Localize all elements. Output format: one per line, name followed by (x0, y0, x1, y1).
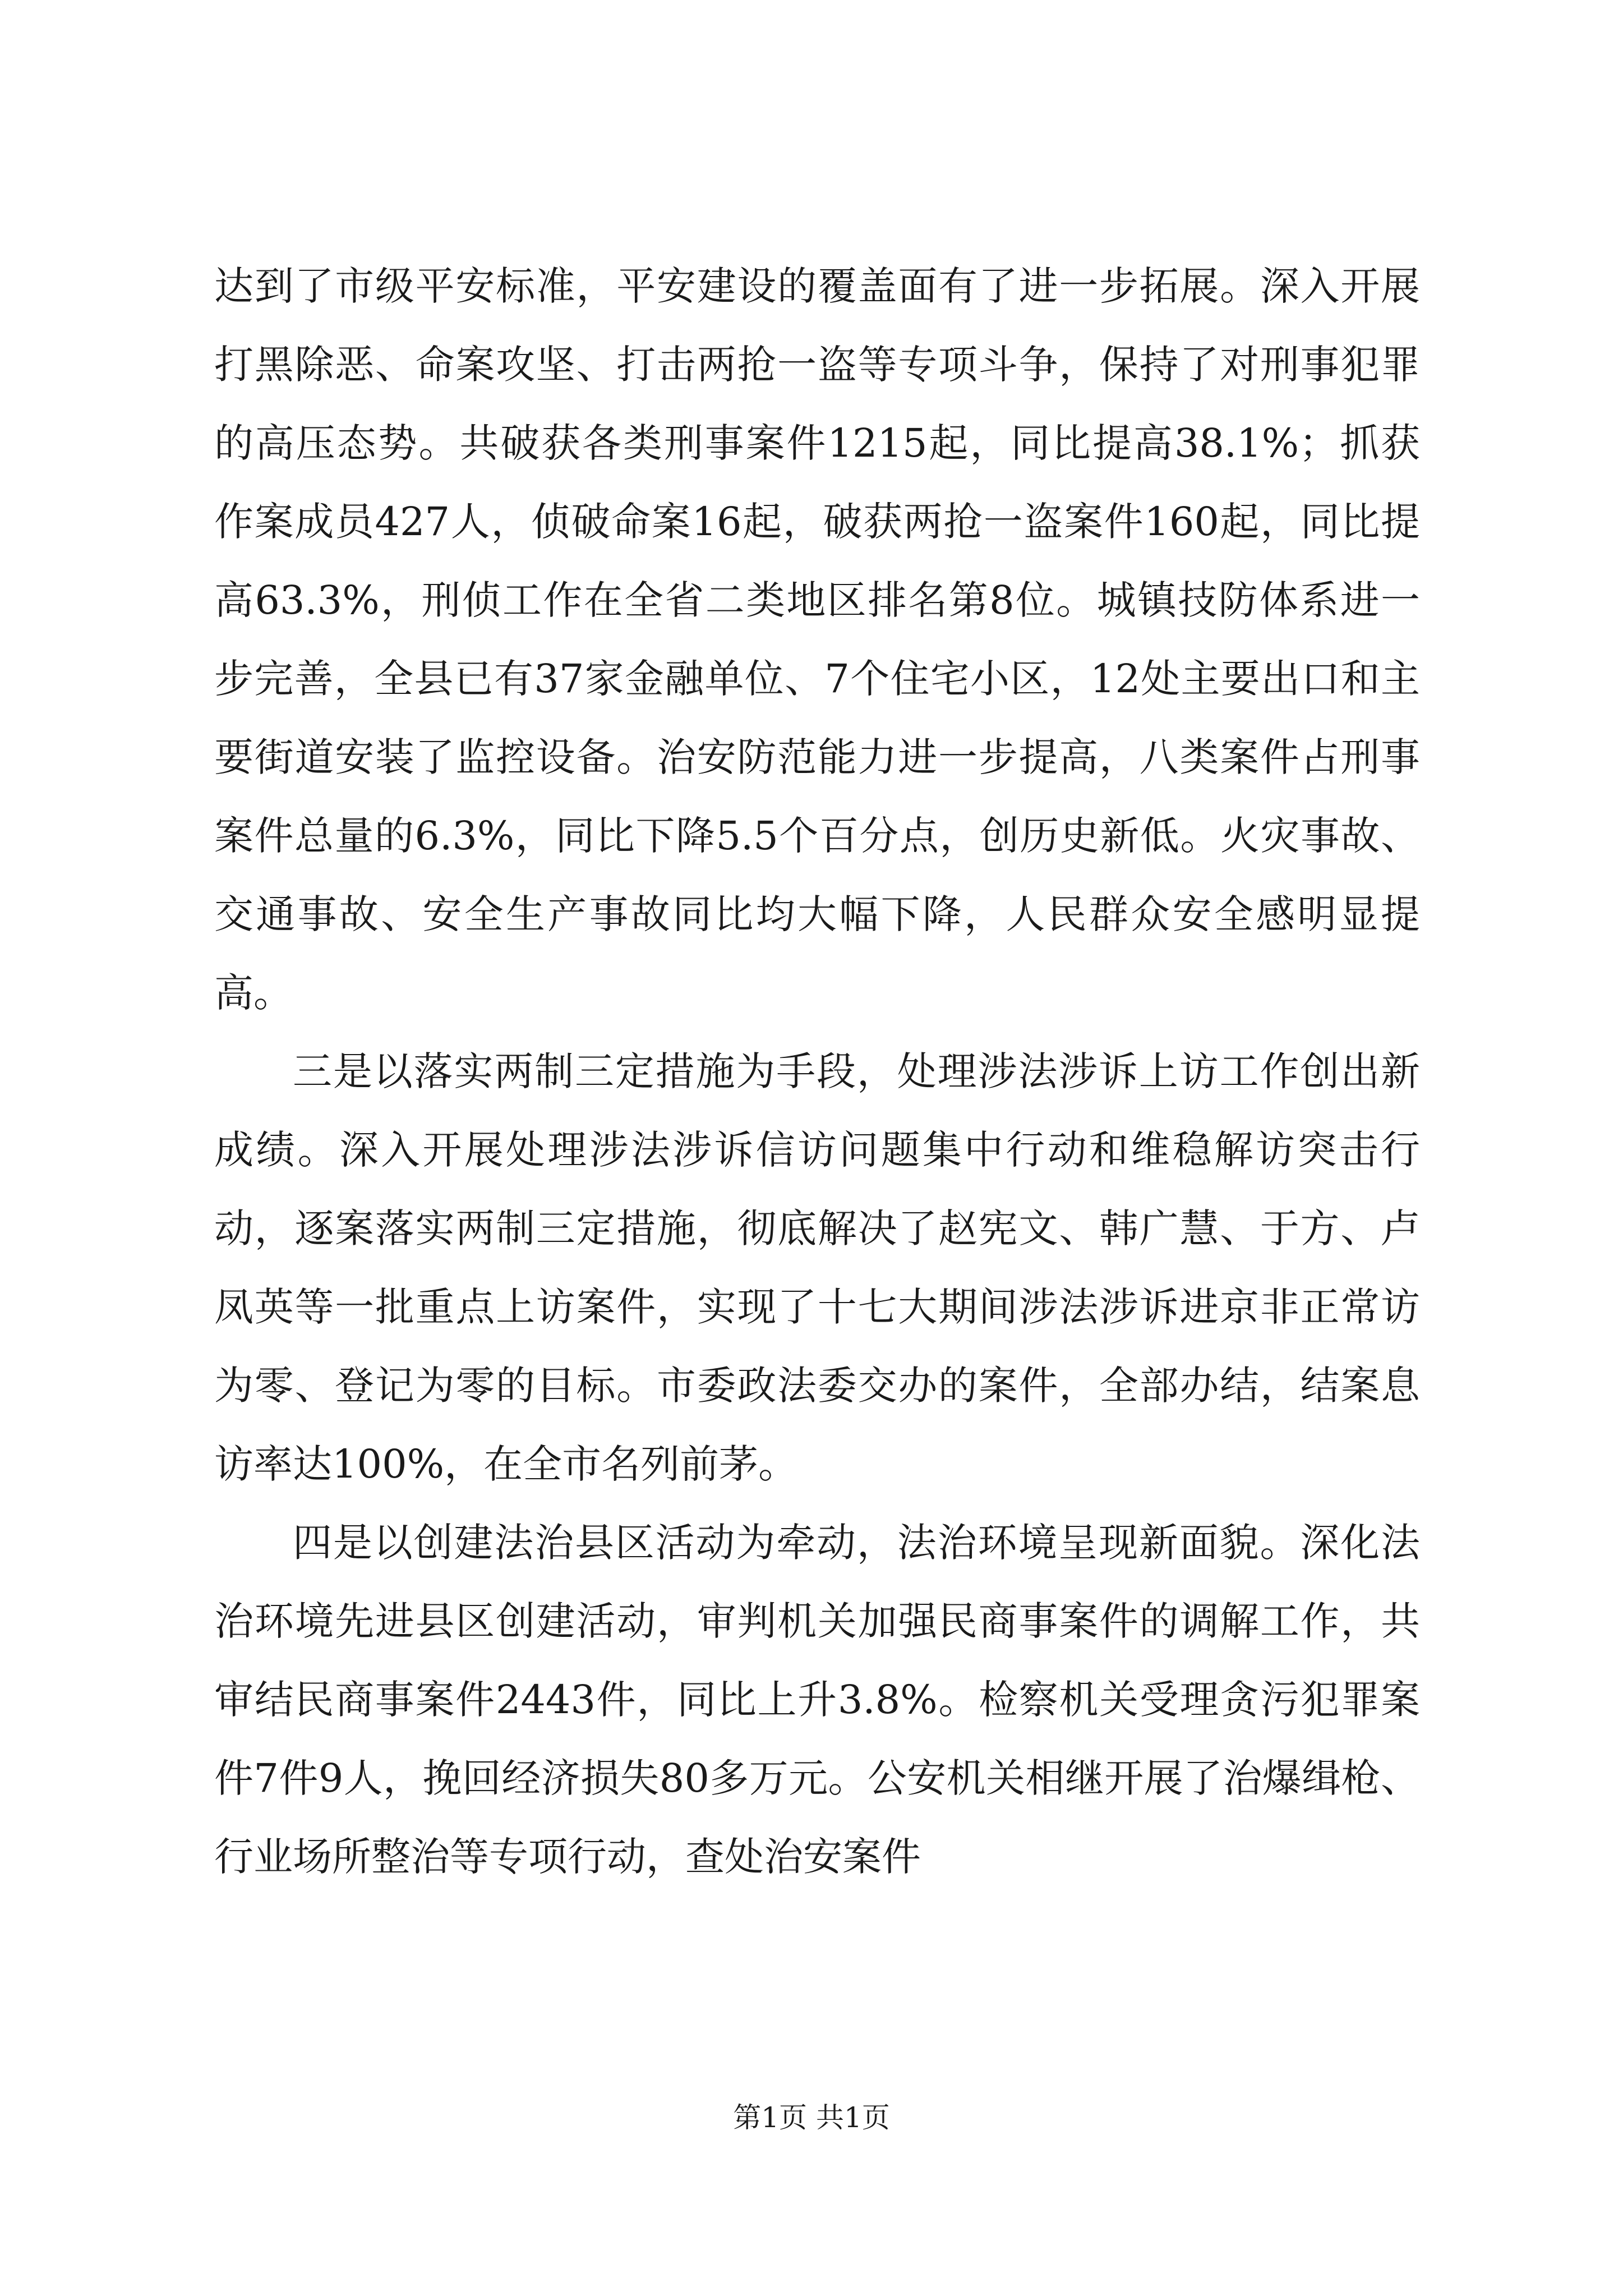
paragraph-item-three: 三是以落实两制三定措施为手段，处理涉法涉诉上访工作创出新成绩。深入开展处理涉法涉诉信访问题集中行动和维稳解访突击行动，逐案落实两制三定措施，彻底解决了赵宪文、韩广慧、于方、卢凤英等一批重点上访案件，实现了十七大期间涉法涉诉进京非正常访为零、登记为零的目标。市委政法委交办的案件，全部办结，结案息访率达100%，在全市名列前茅。 (214, 1048, 1420, 1487)
paragraph-item-four: 四是以创建法治县区活动为牵动，法治环境呈现新面貌。深化法治环境先进县区创建活动，审判机关加强民商事案件的调解工作，共审结民商事案件2443件，同比上升3.8%。检察机关受理贪污犯罪案件7件9人，挽回经济损失80多万元。公安机关相继开展了治爆缉枪、行业场所整治等专项行动，查处治安案件 (214, 1520, 1420, 1880)
paragraph-continuation: 达到了市级平安标准，平安建设的覆盖面有了进一步拓展。深入开展打黑除恶、命案攻坚、打击两抢一盗等专项斗争，保持了对刑事犯罪的高压态势。共破获各类刑事案件1215起，同比提高38.1%；抓获作案成员427人，侦破命案16起，破获两抢一盗案件160起，同比提高63.3%，刑侦工作在全省二类地区排名第8位。城镇技防体系进一步完善，全县已有37家金融单位、7个住宅小区，12处主要出口和主要街道安装了监控设备。治安防范能力进一步提高，八类案件占刑事案件总量的6.3%，同比下降5.5个百分点，创历史新低。火灾事故、交通事故、安全生产事故同比均大幅下降，人民群众安全感明显提高。 (214, 263, 1420, 1016)
page-footer: 第1页 共1页 (733, 2101, 890, 2134)
document-body (214, 247, 1420, 1896)
